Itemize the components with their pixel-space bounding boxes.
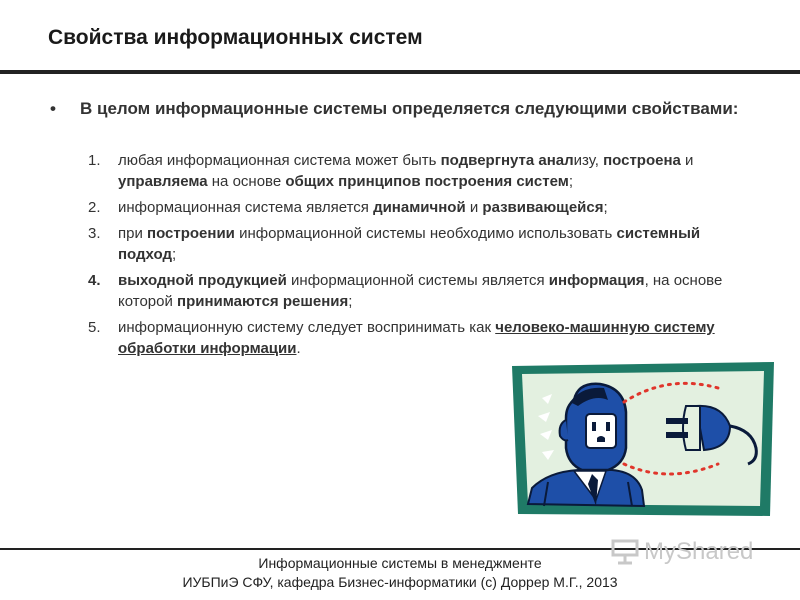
plain-text: при (118, 225, 148, 242)
plain-text: . (296, 340, 301, 357)
myshared-logo-icon (610, 538, 640, 566)
plain-text: информационную систему следует воспринимать как (118, 319, 496, 336)
list-item (80, 270, 760, 312)
list-item-text (118, 272, 722, 310)
emphasized-text: развивающейся (482, 199, 604, 216)
list-item (80, 197, 760, 218)
list-item-number: 2. (88, 199, 101, 216)
title-divider (0, 70, 800, 74)
emphasized-text: построении (147, 225, 235, 242)
list-item-number: 4. (88, 272, 101, 289)
list-item-text (118, 319, 715, 357)
bullet-icon: • (50, 99, 56, 118)
plain-text: информационной системы является (286, 272, 549, 289)
emphasized-text: выходной продукцией (118, 272, 287, 289)
plain-text: информационная система является (118, 199, 374, 216)
list-item-number: 5. (88, 319, 101, 336)
list-item (80, 317, 760, 359)
plain-text: ; (603, 199, 608, 216)
plain-text: любая информационная система может быть (118, 152, 441, 169)
plain-text: ; (172, 246, 177, 263)
plain-text: ; (348, 293, 353, 310)
slide-title: Свойства информационных систем (48, 26, 423, 49)
intro-text: В целом информационные системы определяется следующими свойствами: (80, 99, 739, 118)
footer-credits: ИУБПиЭ СФУ, кафедра Бизнес-информатики (c) Доррер М.Г., 2013 (182, 574, 618, 590)
watermark-text: MyShared (644, 538, 754, 565)
footer-course: Информационные системы в менеджменте (258, 555, 542, 571)
emphasized-text: управляема (118, 173, 208, 190)
plain-text: и (680, 152, 694, 169)
plain-text: информационной системы необходимо использовать (234, 225, 617, 242)
plain-text: , на основе которой (118, 272, 723, 310)
list-item-text (118, 225, 700, 263)
plain-text: ; (568, 173, 573, 190)
list-item-text (118, 199, 608, 216)
list-item-number: 1. (88, 152, 101, 169)
emphasized-text: принимаются решения (177, 293, 349, 310)
watermark (610, 538, 753, 566)
plain-text: на основе (207, 173, 286, 190)
list-item-number: 3. (88, 225, 101, 242)
footer (130, 554, 670, 592)
emphasized-text: общих принципов построения систем (285, 173, 569, 190)
list-item (80, 223, 760, 265)
emphasized-text: информация (548, 272, 645, 289)
properties-list (80, 150, 760, 364)
list-item (80, 150, 760, 192)
list-item-text (118, 152, 693, 190)
emphasized-text: системный подход (118, 225, 701, 263)
emphasized-text: построена (603, 152, 681, 169)
emphasized-text: подвергнута анал (440, 152, 574, 169)
emphasized-text: человеко-машинную систему обработки информации (118, 319, 715, 357)
emphasized-text: динамичной (373, 199, 466, 216)
plain-text: изу, (573, 152, 604, 169)
human-plug-clipart (508, 360, 776, 520)
plain-text: и (465, 199, 483, 216)
